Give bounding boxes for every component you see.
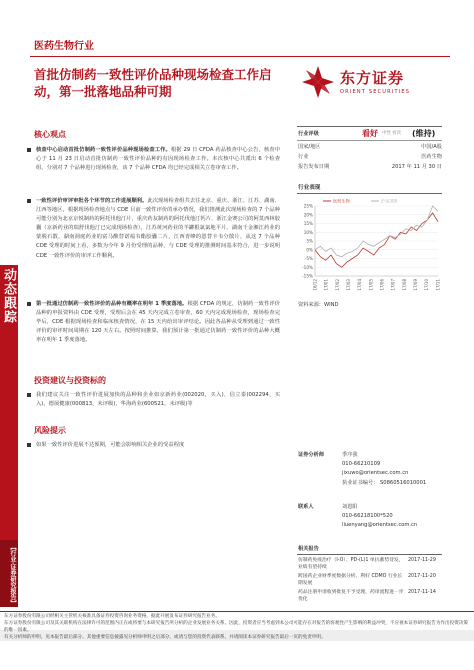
y-tick-label: -10% bbox=[302, 264, 313, 270]
x-tick-label: 17/05 bbox=[368, 279, 374, 291]
y-tick-label: 5% bbox=[306, 238, 313, 244]
analyst-cert-label: 执业证书编号： bbox=[342, 480, 379, 486]
rating-row-val: 中国/A股 bbox=[421, 144, 442, 150]
risk-heading: 风险提示 bbox=[34, 426, 66, 435]
rating-rule bbox=[297, 140, 442, 141]
y-tick-label: -5% bbox=[304, 256, 313, 261]
bullet-dot bbox=[27, 148, 31, 152]
related-item[interactable]: 仿制药免疫治疗（I-O）、PD-(L)1 单抗蓄势待发，业绩有望持续 bbox=[298, 558, 404, 570]
analyst-name: 季序我 bbox=[342, 452, 358, 458]
x-tick-label: 17/08 bbox=[401, 279, 407, 291]
orient-logo-icon bbox=[300, 64, 336, 100]
related-date: 2017-11-14 bbox=[408, 590, 436, 595]
bullet-dot bbox=[27, 393, 31, 397]
perf-source: 资料来源：WIND bbox=[298, 302, 339, 308]
rating-tiers: 中性 看淡 bbox=[382, 131, 401, 136]
bullet-bold: 第一批通过仿制药一致性评价的品种有概率在明年 1 季度落地。 bbox=[36, 301, 188, 307]
related-rule bbox=[297, 554, 442, 555]
footer-line: 有关分析师的申明，见本报告最后部分。其他重要信息披露见分析师申明之后部分，或请与您的投资代表联系。并请阅读本证券研究报告最后一页的免责申明。 bbox=[4, 635, 326, 640]
related-item[interactable]: 药品注册申请收到批复不予受理，药审流程进一步优化 bbox=[298, 590, 404, 602]
rating-row-key: 行业 bbox=[298, 154, 309, 160]
analyst-label: 证券分析师 bbox=[298, 452, 324, 458]
x-tick-label: 17/11 bbox=[435, 279, 441, 291]
rating-row-val: 医药生物 bbox=[421, 154, 442, 160]
y-tick-label: 25% bbox=[303, 203, 313, 209]
legend-label: 医药生物 bbox=[333, 198, 350, 204]
x-tick-label: 17/10 bbox=[424, 279, 430, 291]
contact-label: 联系人 bbox=[298, 504, 314, 510]
risk-text: 如果一致性评价进展不达预期，可能会影响相关企业的受益程度 bbox=[36, 442, 185, 448]
header-rule bbox=[30, 56, 450, 57]
footer-notice bbox=[0, 613, 474, 641]
sidebar-subtitle: 【行业·证券研究报告】 bbox=[9, 544, 16, 607]
footer-rule bbox=[0, 611, 474, 612]
x-tick-label: 17/07 bbox=[390, 279, 396, 291]
legend-label: 沪深300 bbox=[381, 198, 398, 204]
bullet-text: 根据 29 日 CFDA 药品核查中心公告，核查中心于 11 月 23 日启动首批仿制药一致性评价品种的有因现场检查工作。本次核中心共派出 6 个检查组，分别对 7 个品种进行现场检查，该 7 个品种 CFDA 均已经完成相关立卷审查工作。 bbox=[36, 147, 280, 172]
y-tick-label: 15% bbox=[303, 221, 313, 226]
perf-rule bbox=[297, 193, 442, 194]
contact-name: 刘恩阳 bbox=[342, 504, 358, 510]
sector-label: 医药生物行业 bbox=[34, 41, 94, 52]
rating-row-key: 国家/地区 bbox=[298, 144, 321, 150]
bullet-text: 此次现场检查组共去往北京、重庆、浙江、江苏、湖南、江西等地区，根据现场检查地点与 CDE 目前一致性评价的承办情况，我们推测此次现场检查的 7 个品种可能分别为北京京悦制药的阿托伐他汀片，重庆药友制药的阿托伐他汀钙片、浙江金赛公司的阿莫西林胶囊（京新药业的瑞舒伐他汀已完成现场检查），江苏黄河药业的羊罐根氯氯地平片、湖南千金湘江药业的蒙脱石散、湖南洞庭药业的富马酸替诺福韦酯胶囊二片，江西青峰的恩替卡韦分散片，从这 7 个品种 CDE 受理的时间上看，多数为今年 9 月份受理的品种，与 CDE 受理的推测时间基本符合，进一步说明 CDE 一致性评价的审评工作顺利。 bbox=[36, 198, 280, 259]
related-date: 2017-11-29 bbox=[408, 558, 436, 563]
invest-heading: 投资建议与投资标的 bbox=[34, 376, 106, 385]
series-line-1 bbox=[315, 206, 438, 257]
footer-line: 东方证券股份有限公司及其关联机构在法律许可的范围内正在或将要与本研究报告所分析的企业发展业务关系。因此，投资者应当考虑到本公司可能存在对报告的客观性产生影响的利益冲突，不应视本证券研究报告为作出投资决策的唯一因素。 bbox=[4, 621, 468, 633]
related-date: 2017-11-20 bbox=[408, 574, 436, 579]
report-title: 首批仿制药一致性评价品种现场检查工作启动，第一批落地品种可期 bbox=[34, 67, 272, 99]
core-bullet-1 bbox=[36, 146, 280, 173]
contact-phone: 010-66218100*520 bbox=[342, 513, 393, 519]
bullet-dot bbox=[27, 199, 31, 203]
y-tick-label: 10% bbox=[303, 229, 313, 235]
series-line-0 bbox=[315, 213, 438, 267]
x-tick-label: 17/03 bbox=[345, 279, 351, 291]
risk-bullet bbox=[36, 441, 280, 450]
analyst-email[interactable]: jixuwo@orientsec.com.cn bbox=[342, 470, 409, 476]
bullet-dot bbox=[27, 302, 31, 306]
industry-performance-chart bbox=[297, 196, 442, 296]
rating-row-key: 报告发布日期 bbox=[298, 164, 330, 170]
logo-en: ORIENT SECURITIES bbox=[340, 89, 411, 95]
core-bullet-3 bbox=[36, 300, 280, 345]
analyst-phone: 010-66210109 bbox=[342, 461, 381, 467]
core-bullet-2 bbox=[36, 197, 280, 261]
sidebar-title: 动态跟踪 bbox=[1, 268, 16, 324]
x-tick-label: 17/04 bbox=[357, 279, 363, 291]
bullet-dot bbox=[27, 443, 31, 447]
bullet-text: 根据 CFDA 的规定，仿制药一致性评价品种的申报资料由 CDE 受理，受理后会在 45 天内完成立卷审查，60 天内完成现场检查，现场检查完毕后，CDE 根据现场检查和临床核查情况，在 15 天内给出审评结论。因此各品种从受理到通过一致性评价的审评时间周期在 120 天左右。按照时间推算，我们预计第一批通过仿制药一致性评价的品种大概率在明年 1 季度落地。 bbox=[36, 301, 280, 344]
rating-rule-top bbox=[297, 126, 442, 127]
core-heading: 核心观点 bbox=[34, 130, 66, 139]
y-tick-label: 0% bbox=[306, 247, 313, 253]
bullet-bold: 一致性评价审评审批各个环节的工作进展顺利。 bbox=[36, 198, 148, 204]
x-tick-label: 16/12 bbox=[312, 279, 318, 291]
x-tick-label: 17/01 bbox=[323, 279, 329, 291]
rating-status: (维持) bbox=[412, 129, 436, 138]
bullet-bold: 核查中心启动首批仿制药一致性评价品种现场检查工作。 bbox=[36, 147, 171, 153]
x-tick-label: 17/09 bbox=[413, 279, 419, 291]
related-heading: 相关报告 bbox=[298, 546, 319, 552]
rating-row-val: 2017 年 11 月 30 日 bbox=[391, 164, 442, 170]
x-tick-label: 17/02 bbox=[334, 279, 340, 291]
y-tick-label: -15% bbox=[302, 273, 313, 279]
logo-cn: 东方证券 bbox=[340, 69, 405, 87]
rating-value: 看好 bbox=[362, 129, 378, 138]
rating-label: 行业评级 bbox=[298, 131, 319, 137]
invest-bullet bbox=[36, 391, 280, 409]
perf-heading: 行业表现 bbox=[298, 185, 321, 191]
y-tick-label: 20% bbox=[303, 212, 313, 218]
invest-text: 我们建议关注一致性评价进展加快的品种和企业如京新药业(002020，买入)，信立泰(002294，买入)，德展健康(000813，未评级)，华海药业(600521，未评级)等 bbox=[36, 392, 280, 408]
footer-line: 东方证券股份有限公司经相关主管机关核准具备证券投资咨询业务资格，据此开展发布证券研究报告业务。 bbox=[4, 614, 220, 619]
x-tick-label: 17/06 bbox=[379, 279, 385, 291]
analyst-cert: S0860516010001 bbox=[380, 480, 427, 486]
related-item[interactable]: 跨国药企业财季度数据分析，利好 CDMO 行业长期发展 bbox=[298, 574, 403, 586]
contact-email[interactable]: liuenyang@orientsec.com.cn bbox=[342, 522, 418, 528]
